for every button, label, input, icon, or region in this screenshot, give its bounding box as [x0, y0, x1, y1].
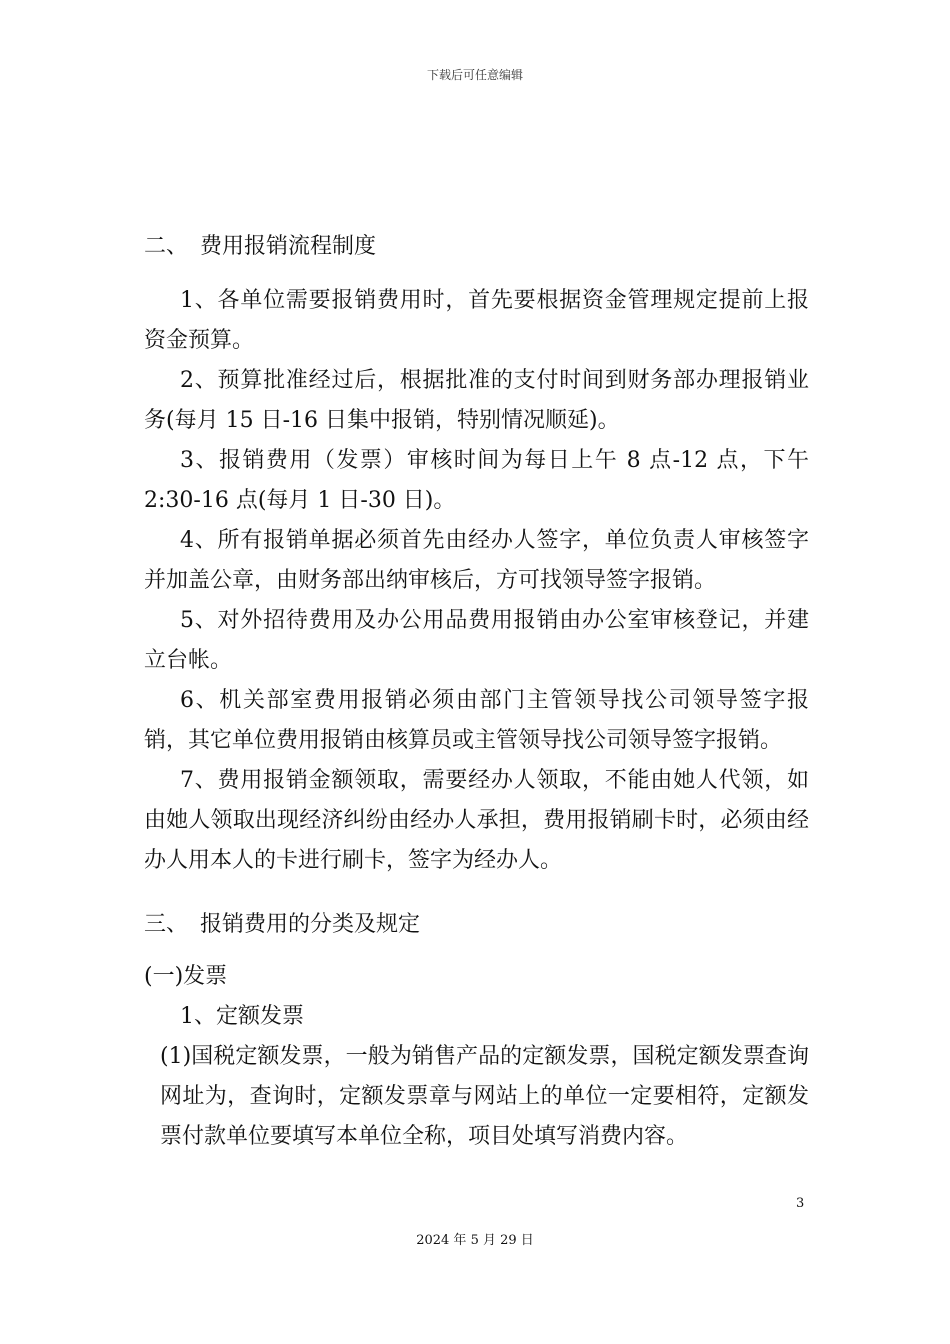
section-2-number: 二、	[144, 234, 189, 259]
page-number: 3	[796, 1196, 805, 1211]
paragraph-item-4: 4、所有报销单据必须首先由经办人签字，单位负责人审核签字并加盖公章，由财务部出纳审核后，方可找领导签字报销。	[144, 528, 809, 593]
section-2-title: 费用报销流程制度	[200, 234, 377, 259]
paragraph-item-6: 6、机关部室费用报销必须由部门主管领导找公司领导签字报销，其它单位费用报销由核算员或主管领导找公司领导签字报销。	[144, 688, 809, 753]
paragraph-item-3: 3、报销费用（发票）审核时间为每日上午 8 点-12 点，下午 2:30-16 点(每月 1 日-30 日)。	[144, 448, 809, 513]
paragraph-item-5: 5、对外招待费用及办公用品费用报销由办公室审核登记，并建立台帐。	[144, 608, 809, 673]
paragraph-item-7: 7、费用报销金额领取，需要经办人领取，不能由她人代领，如由她人领取出现经济纠纷由经办人承担，费用报销刷卡时，必须由经办人用本人的卡进行刷卡，签字为经办人。	[144, 768, 809, 873]
page-header: 下载后可任意编辑	[426, 68, 523, 82]
section-2-heading	[144, 227, 376, 267]
subsection-invoice: (一)发票	[144, 964, 228, 989]
section-3-heading	[144, 905, 420, 945]
section-3-title: 报销费用的分类及规定	[200, 912, 421, 937]
footer-date: 2024 年 5 月 29 日	[416, 1233, 534, 1248]
paragraph-item-1: 1、各单位需要报销费用时，首先要根据资金管理规定提前上报资金预算。	[144, 288, 809, 353]
item-quota-invoice: 1、定额发票	[180, 1004, 304, 1029]
item-quota-invoice-detail: (1)国税定额发票，一般为销售产品的定额发票，国税定额发票查询网址为，查询时，定额发票章与网站上的单位一定要相符，定额发票付款单位要填写本单位全称，项目处填写消费内容。	[160, 1044, 809, 1149]
paragraph-item-2: 2、预算批准经过后，根据批准的支付时间到财务部办理报销业务(每月 15 日-16 日集中报销，特别情况顺延)。	[144, 368, 809, 433]
section-2-body	[144, 281, 809, 881]
section-3-body	[144, 957, 809, 1157]
section-3-number: 三、	[144, 912, 189, 937]
